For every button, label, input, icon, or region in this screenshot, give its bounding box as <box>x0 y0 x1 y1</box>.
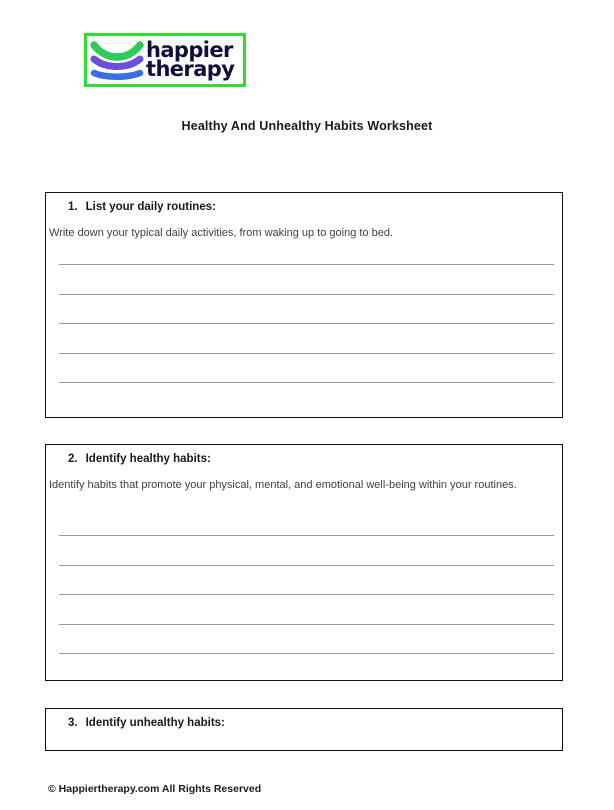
copyright-footer: © Happiertherapy.com All Rights Reserved <box>48 783 262 795</box>
answer-line[interactable] <box>59 353 554 354</box>
answer-line[interactable] <box>59 594 554 595</box>
section-2-description: Identify habits that promote your physical, mental, and emotional well-being within your routines. <box>49 479 517 491</box>
logo-waves-icon <box>89 37 145 83</box>
section-box-1 <box>45 192 563 418</box>
logo-word-therapy: therapy <box>146 57 235 81</box>
section-3-label: Identify unhealthy habits: <box>85 717 225 729</box>
answer-line[interactable] <box>59 535 554 536</box>
section-1-heading <box>68 201 216 213</box>
brand-logo <box>84 33 246 87</box>
section-3-number: 3. <box>68 717 78 729</box>
answer-line[interactable] <box>59 653 554 654</box>
section-3-heading <box>68 717 225 729</box>
answer-line[interactable] <box>59 382 554 383</box>
section-box-3 <box>45 708 563 751</box>
section-1-answer-lines[interactable] <box>59 264 554 412</box>
answer-line[interactable] <box>59 294 554 295</box>
section-2-heading <box>68 453 211 465</box>
section-1-label: List your daily routines: <box>85 201 216 213</box>
answer-line[interactable] <box>59 264 554 265</box>
section-2-label: Identify healthy habits: <box>85 453 211 465</box>
logo-word-happier: happier <box>146 37 233 62</box>
section-2-number: 2. <box>68 453 78 465</box>
answer-line[interactable] <box>59 565 554 566</box>
section-1-number: 1. <box>68 201 78 213</box>
answer-line[interactable] <box>59 624 554 625</box>
logo-wordmark <box>146 37 235 81</box>
page-title: Healthy And Unhealthy Habits Worksheet <box>181 119 433 133</box>
section-1-description: Write down your typical daily activities, from waking up to going to bed. <box>49 227 394 239</box>
answer-line[interactable] <box>59 323 554 324</box>
section-box-2 <box>45 444 563 681</box>
section-2-answer-lines[interactable] <box>59 535 554 683</box>
